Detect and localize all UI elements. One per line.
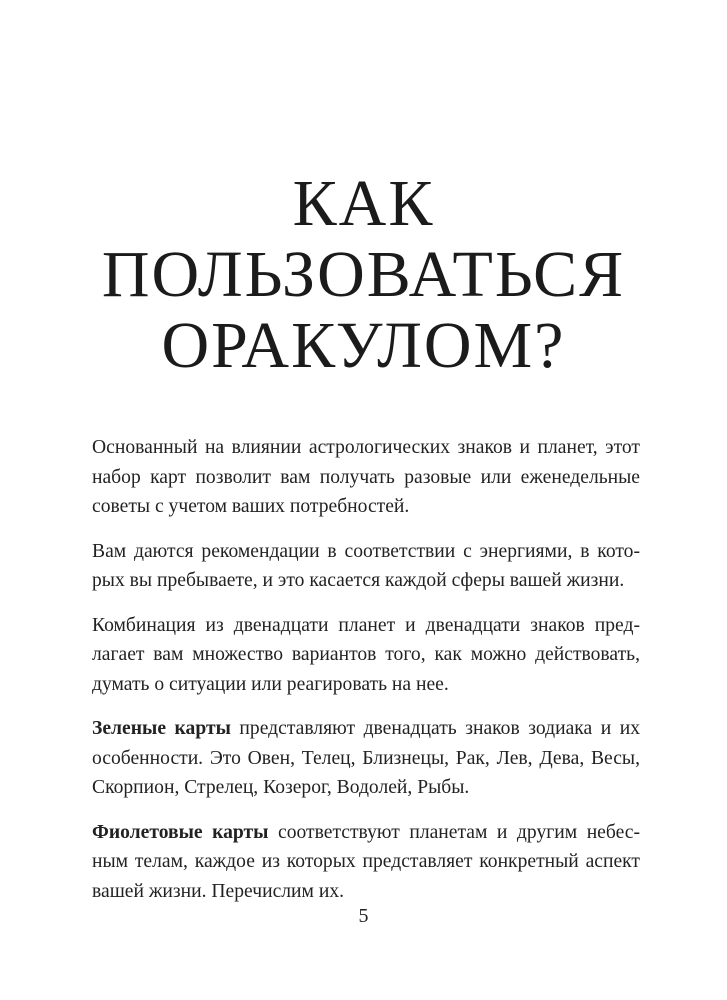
body-text bbox=[92, 433, 640, 921]
paragraph-line: Скорпион, Стрелец, Козерог, Водолей, Рыбы. bbox=[92, 777, 470, 798]
paragraph-recommendations bbox=[92, 537, 640, 596]
page-title bbox=[0, 168, 727, 381]
paragraph-line: советы с учетом ваших потребностей. bbox=[92, 496, 410, 517]
paragraph-line-rest: соответствуют планетам и другим небес- bbox=[268, 821, 640, 843]
bold-lead-green-cards: Зеленые карты bbox=[92, 718, 231, 739]
title-line-1: КАК bbox=[292, 167, 435, 240]
paragraph-combination bbox=[92, 611, 640, 700]
paragraph-violet-cards bbox=[92, 818, 640, 907]
paragraph-line: лагает вам множество вариантов того, как можно действовать, bbox=[92, 644, 640, 665]
paragraph-line-rest: представляют двенадцать знаков зодиака и их bbox=[230, 718, 641, 739]
paragraph-line: рых вы пребываете, и это касается каждой сферы вашей жизни. bbox=[92, 570, 625, 591]
paragraph-line: Основанный на влиянии астрологических знаков и планет, этот bbox=[92, 437, 640, 458]
paragraph-line: думать о ситуации или реагировать на нее. bbox=[92, 673, 449, 695]
page-number: 5 bbox=[358, 905, 369, 927]
paragraph-green-cards bbox=[92, 714, 640, 803]
paragraph-line bbox=[92, 818, 640, 848]
paragraph-line: набор карт позволит вам получать разовые или еженедельные bbox=[92, 466, 640, 488]
title-line-3: ОРАКУЛОМ? bbox=[161, 309, 566, 382]
paragraph-line: особенности. Это Овен, Телец, Близнецы, Рак, Лев, Дева, Весы, bbox=[92, 747, 640, 769]
paragraph-line: Вам даются рекомендации в соответствии с энергиями, в кото- bbox=[92, 540, 640, 562]
paragraph-line: вашей жизни. Перечислим их. bbox=[92, 880, 345, 902]
paragraph-line: ным телам, каждое из которых представляет конкретный аспект bbox=[92, 851, 640, 872]
paragraph-intro bbox=[92, 433, 640, 522]
title-line-2: ПОЛЬЗОВАТЬСЯ bbox=[101, 238, 626, 311]
paragraph-line: Комбинация из двенадцати планет и двенадцати знаков пред- bbox=[92, 614, 640, 636]
bold-lead-violet-cards: Фиолетовые карты bbox=[92, 821, 269, 843]
paragraph-line bbox=[92, 714, 640, 744]
